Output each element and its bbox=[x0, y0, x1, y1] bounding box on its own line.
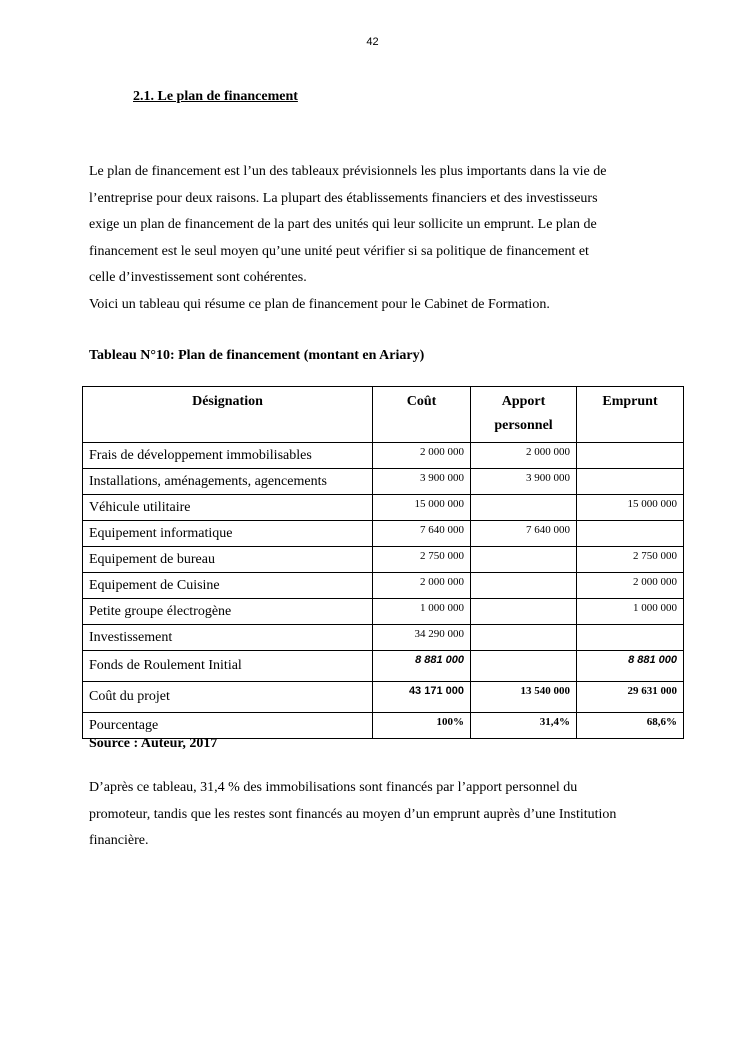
cell-emprunt bbox=[577, 443, 684, 469]
cell-emprunt bbox=[577, 469, 684, 495]
conclusion-paragraph bbox=[89, 775, 664, 855]
table-row bbox=[83, 713, 684, 739]
table-row bbox=[83, 521, 684, 547]
header-cout: Coût bbox=[373, 387, 471, 443]
text-line: Le plan de financement est l’un des tableaux prévisionnels les plus importants dans la vie de bbox=[89, 164, 607, 179]
cell-emprunt: 29 631 000 bbox=[577, 682, 684, 713]
header-emprunt: Emprunt bbox=[577, 387, 684, 443]
row-label: Equipement de Cuisine bbox=[83, 573, 373, 599]
row-label: Pourcentage bbox=[83, 713, 373, 739]
text-line: D’après ce tableau, 31,4 % des immobilisations sont financés par l’apport personnel du bbox=[89, 780, 578, 795]
table-row bbox=[83, 547, 684, 573]
cell-emprunt: 68,6% bbox=[577, 713, 684, 739]
cell-emprunt: 1 000 000 bbox=[577, 599, 684, 625]
row-label: Installations, aménagements, agencements bbox=[83, 469, 373, 495]
cell-apport bbox=[471, 625, 577, 651]
cell-apport: 7 640 000 bbox=[471, 521, 577, 547]
text-line: l’entreprise pour deux raisons. La plupart des établissements financiers et des investisseurs bbox=[89, 190, 598, 206]
cell-apport bbox=[471, 495, 577, 521]
row-label: Frais de développement immobilisables bbox=[83, 443, 373, 469]
cell-cout: 2 000 000 bbox=[373, 443, 471, 469]
table-row bbox=[83, 469, 684, 495]
header-apport-line1: Apport bbox=[501, 394, 546, 409]
header-apport-line2: personnel bbox=[494, 418, 553, 433]
financing-table bbox=[82, 386, 684, 739]
cell-apport bbox=[471, 573, 577, 599]
cell-cout: 7 640 000 bbox=[373, 521, 471, 547]
cell-emprunt bbox=[577, 521, 684, 547]
cell-cout: 3 900 000 bbox=[373, 469, 471, 495]
table-row bbox=[83, 625, 684, 651]
table-header-row bbox=[83, 387, 684, 443]
row-label: Fonds de Roulement Initial bbox=[83, 651, 373, 682]
table-row bbox=[83, 651, 684, 682]
cell-cout: 8 881 000 bbox=[373, 651, 471, 682]
text-line: promoteur, tandis que les restes sont financés au moyen d’un emprunt auprès d’une Institution bbox=[89, 806, 617, 822]
cell-emprunt: 8 881 000 bbox=[577, 651, 684, 682]
text-line: financière. bbox=[89, 833, 149, 848]
text-line: exige un plan de financement de la part des unités qui leur sollicite un emprunt. Le plan de bbox=[89, 217, 597, 232]
table-source: Source : Auteur, 2017 bbox=[89, 736, 218, 751]
text-line: celle d’investissement sont cohérentes. bbox=[89, 270, 307, 285]
cell-apport: 2 000 000 bbox=[471, 443, 577, 469]
row-label: Investissement bbox=[83, 625, 373, 651]
row-label: Véhicule utilitaire bbox=[83, 495, 373, 521]
cell-emprunt: 2 000 000 bbox=[577, 573, 684, 599]
cell-apport: 3 900 000 bbox=[471, 469, 577, 495]
table-row bbox=[83, 443, 684, 469]
cell-emprunt bbox=[577, 625, 684, 651]
cell-apport bbox=[471, 599, 577, 625]
row-label: Coût du projet bbox=[83, 682, 373, 713]
cell-cout: 1 000 000 bbox=[373, 599, 471, 625]
cell-apport bbox=[471, 547, 577, 573]
page-number: 42 bbox=[366, 36, 379, 48]
row-label: Equipement de bureau bbox=[83, 547, 373, 573]
cell-cout: 43 171 000 bbox=[373, 682, 471, 713]
row-label: Equipement informatique bbox=[83, 521, 373, 547]
intro-paragraph bbox=[89, 159, 664, 318]
header-designation: Désignation bbox=[83, 387, 373, 443]
header-apport bbox=[471, 387, 577, 443]
table-row bbox=[83, 682, 684, 713]
text-line: financement est le seul moyen qu’une unité peut vérifier si sa politique de financement et bbox=[89, 243, 589, 259]
section-title: 2.1. Le plan de financement bbox=[133, 89, 298, 104]
cell-cout: 34 290 000 bbox=[373, 625, 471, 651]
row-label: Petite groupe électrogène bbox=[83, 599, 373, 625]
cell-cout: 2 750 000 bbox=[373, 547, 471, 573]
cell-emprunt: 15 000 000 bbox=[577, 495, 684, 521]
cell-apport: 31,4% bbox=[471, 713, 577, 739]
text-line: Voici un tableau qui résume ce plan de financement pour le Cabinet de Formation. bbox=[89, 296, 550, 312]
cell-cout: 100% bbox=[373, 713, 471, 739]
cell-emprunt: 2 750 000 bbox=[577, 547, 684, 573]
table-row bbox=[83, 599, 684, 625]
cell-cout: 15 000 000 bbox=[373, 495, 471, 521]
table-row bbox=[83, 573, 684, 599]
cell-apport bbox=[471, 651, 577, 682]
table-caption: Tableau N°10: Plan de financement (montant en Ariary) bbox=[89, 348, 425, 363]
cell-cout: 2 000 000 bbox=[373, 573, 471, 599]
cell-apport: 13 540 000 bbox=[471, 682, 577, 713]
table-row bbox=[83, 495, 684, 521]
